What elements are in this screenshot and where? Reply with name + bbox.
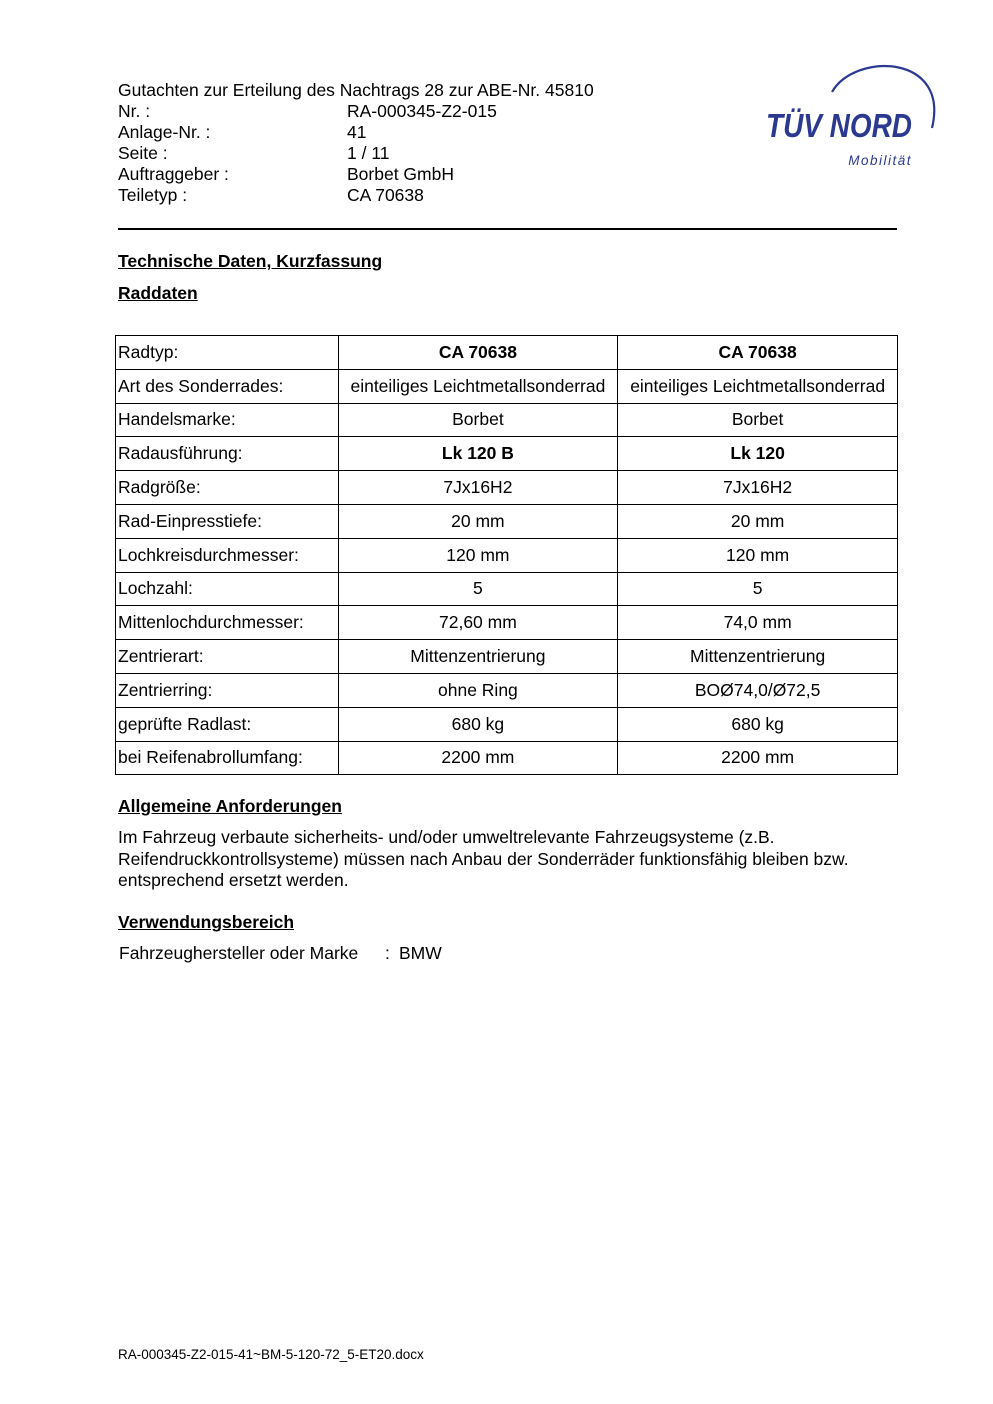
meta-row-anlage [118,122,497,143]
meta-value: CA 70638 [347,185,424,205]
footer-filename: RA-000345-Z2-015-41~BM-5-120-72_5-ET20.docx [118,1347,424,1362]
table-row [116,471,898,505]
requirements-heading: Allgemeine Anforderungen [118,796,342,816]
usage-value: BMW [399,943,442,963]
table-row [116,741,898,775]
row-value-b: Mittenzentrierung [618,640,898,674]
row-value-b: einteiliges Leichtmetallsonderrad [618,369,898,403]
row-label: Handelsmarke: [116,403,339,437]
row-value-a: 20 mm [338,504,618,538]
table-row [116,369,898,403]
meta-row-nr [118,101,497,122]
row-label: Zentrierring: [116,673,339,707]
wheel-data-heading: Raddaten [118,283,198,303]
meta-label: Anlage-Nr. : [118,122,211,142]
meta-label: Teiletyp : [118,185,188,205]
meta-row-auftraggeber [118,164,497,185]
row-value-a: 7Jx16H2 [338,471,618,505]
row-label: Lochkreisdurchmesser: [116,538,339,572]
row-value-b: 20 mm [618,504,898,538]
usage-label: Fahrzeughersteller oder Marke [119,943,359,963]
usage-row [119,943,442,964]
row-value-a: 72,60 mm [338,606,618,640]
table-row [116,504,898,538]
row-label: geprüfte Radlast: [116,707,339,741]
row-value-a: Mittenzentrierung [338,640,618,674]
table-row [116,640,898,674]
table-row [116,707,898,741]
logo-wordmark: TÜV NORD [766,107,912,144]
document-title: Gutachten zur Erteilung des Nachtrags 28 zur ABE-Nr. 45810 [118,80,594,100]
row-value-b: Lk 120 [618,437,898,471]
technical-data-heading: Technische Daten, Kurzfassung [118,251,383,271]
header-divider [118,228,897,230]
table-row [116,538,898,572]
row-value-b: 120 mm [618,538,898,572]
row-value-b: 2200 mm [618,741,898,775]
meta-value: RA-000345-Z2-015 [347,101,497,121]
row-value-a: Borbet [338,403,618,437]
row-value-a: Lk 120 B [338,437,618,471]
row-value-a: 5 [338,572,618,606]
table-row [116,336,898,370]
wheel-data-table [115,335,898,775]
row-label: Rad-Einpresstiefe: [116,504,339,538]
row-value-b: 680 kg [618,707,898,741]
row-value-a: ohne Ring [338,673,618,707]
row-value-a: 120 mm [338,538,618,572]
row-value-a: einteiliges Leichtmetallsonderrad [338,369,618,403]
logo-subtitle: Mobilität [848,153,912,168]
meta-row-teiletyp [118,185,497,206]
meta-label: Nr. : [118,101,151,121]
row-label: bei Reifenabrollumfang: [116,741,339,775]
row-value-a: 680 kg [338,707,618,741]
row-value-a: 2200 mm [338,741,618,775]
row-value-a: CA 70638 [338,336,618,370]
row-label: Mittenlochdurchmesser: [116,606,339,640]
row-label: Radtyp: [116,336,339,370]
meta-value: Borbet GmbH [347,164,454,184]
row-value-b: 5 [618,572,898,606]
row-value-b: Borbet [618,403,898,437]
row-value-b: BOØ74,0/Ø72,5 [618,673,898,707]
meta-label: Auftraggeber : [118,164,229,184]
tuev-nord-logo [760,56,940,171]
meta-row-seite [118,143,497,164]
row-label: Radausführung: [116,437,339,471]
table-row [116,572,898,606]
row-value-b: 7Jx16H2 [618,471,898,505]
row-value-b: CA 70638 [618,336,898,370]
row-label: Art des Sonderrades: [116,369,339,403]
row-label: Lochzahl: [116,572,339,606]
table-row [116,673,898,707]
requirements-text: Im Fahrzeug verbaute sicherheits- und/oder umweltrelevante Fahrzeugsysteme (z.B. Reifendruckkontrollsysteme) müssen nach Anbau der Sonderräder funktionsfähig bleiben bzw. entsprechend ersetzt werden. [118,827,849,890]
table-row [116,606,898,640]
usage-heading: Verwendungsbereich [118,912,295,932]
row-label: Zentrierart: [116,640,339,674]
meta-value: 1 / 11 [347,143,390,163]
meta-label: Seite : [118,143,168,163]
document-meta [118,101,497,206]
meta-value: 41 [347,122,367,142]
table-row [116,403,898,437]
table-row [116,437,898,471]
row-label: Radgröße: [116,471,339,505]
row-value-b: 74,0 mm [618,606,898,640]
usage-separator: : [385,943,390,963]
